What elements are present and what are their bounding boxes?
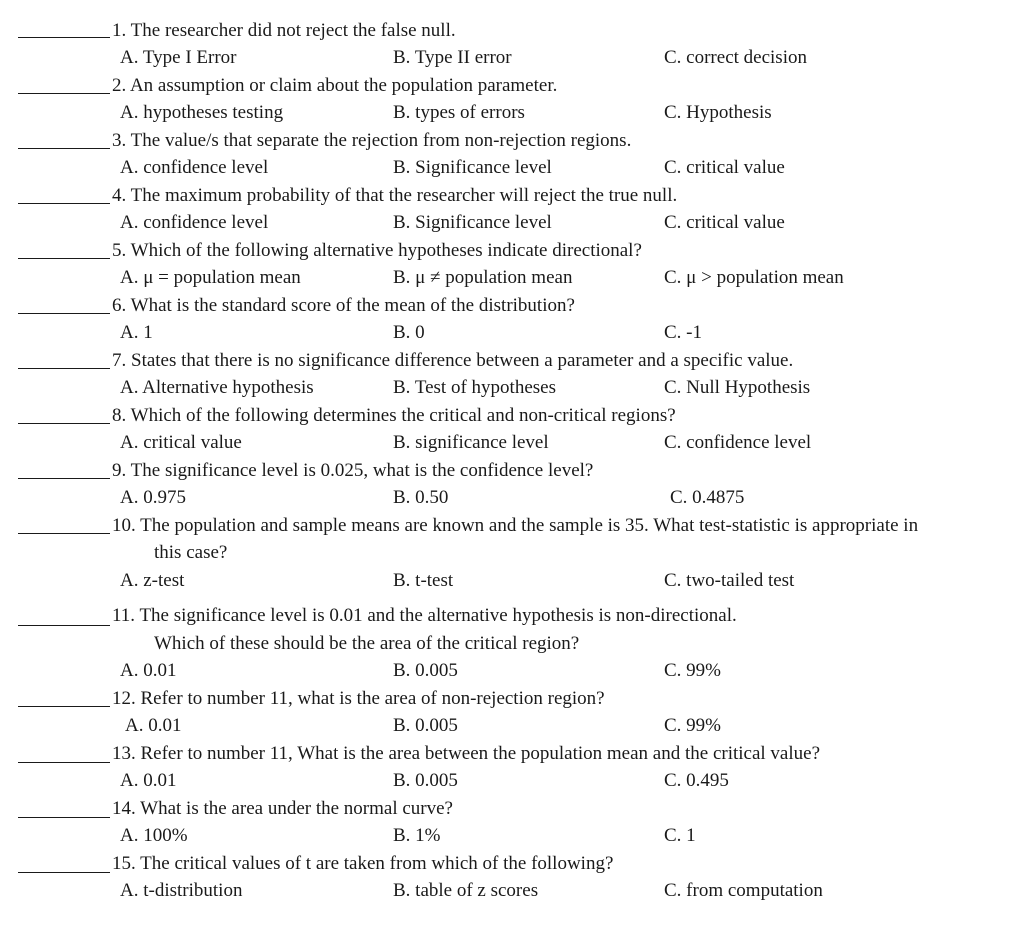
question-stem: 4. The maximum probability of that the researcher will reject the true null.	[112, 185, 678, 206]
option-b: B. 0.50	[393, 487, 449, 508]
option-c: C. 99%	[664, 660, 721, 681]
answer-blank[interactable]	[18, 258, 110, 259]
option-b: B. 0	[393, 322, 425, 343]
option-c: C. from computation	[664, 880, 823, 901]
question-stem: 12. Refer to number 11, what is the area of non-rejection region?	[112, 688, 605, 709]
answer-blank[interactable]	[18, 625, 110, 626]
answer-blank[interactable]	[18, 313, 110, 314]
option-a: A. confidence level	[120, 212, 269, 233]
option-a: A. 1	[120, 322, 153, 343]
answer-blank[interactable]	[18, 368, 110, 369]
option-b: B. Significance level	[393, 157, 552, 178]
answer-blank[interactable]	[18, 93, 110, 94]
option-c: C. 0.4875	[670, 487, 745, 508]
option-a: A. critical value	[120, 432, 242, 453]
question-stem: 14. What is the area under the normal curve?	[112, 798, 453, 819]
option-a: A. 0.01	[120, 770, 177, 791]
option-a: A. hypotheses testing	[120, 102, 284, 123]
option-a: A. confidence level	[120, 157, 269, 178]
option-a: A. 100%	[120, 825, 188, 846]
answer-blank[interactable]	[18, 203, 110, 204]
question-stem: 8. Which of the following determines the critical and non-critical regions?	[112, 405, 676, 426]
option-b: B. types of errors	[393, 102, 525, 123]
option-c: C. two-tailed test	[664, 570, 795, 591]
question-stem-continued: this case?	[154, 542, 228, 563]
option-c: C. -1	[664, 322, 702, 343]
option-a: A. Alternative hypothesis	[120, 377, 314, 398]
answer-blank[interactable]	[18, 762, 110, 763]
question-stem-continued: Which of these should be the area of the critical region?	[154, 633, 580, 654]
question-stem: 10. The population and sample means are known and the sample is 35. What test-statistic is appropriate in	[112, 515, 919, 536]
question-stem: 5. Which of the following alternative hypotheses indicate directional?	[112, 240, 642, 261]
question-stem: 2. An assumption or claim about the population parameter.	[112, 75, 558, 96]
option-a: A. 0.975	[120, 487, 186, 508]
option-c: C. Hypothesis	[664, 102, 772, 123]
option-c: C. correct decision	[664, 47, 807, 68]
question-stem: 13. Refer to number 11, What is the area between the population mean and the critical value?	[112, 743, 821, 764]
option-c: C. 99%	[664, 715, 721, 736]
option-c: C. μ > population mean	[664, 267, 844, 288]
option-a: A. 0.01	[120, 660, 177, 681]
option-b: B. μ ≠ population mean	[393, 267, 573, 288]
question-stem: 11. The significance level is 0.01 and the alternative hypothesis is non-directional.	[112, 605, 737, 626]
option-b: B. Test of hypotheses	[393, 377, 556, 398]
option-b: B. 0.005	[393, 770, 458, 791]
answer-blank[interactable]	[18, 706, 110, 707]
answer-blank[interactable]	[18, 148, 110, 149]
option-b: B. t-test	[393, 570, 454, 591]
option-c: C. critical value	[664, 157, 785, 178]
question-stem: 6. What is the standard score of the mean of the distribution?	[112, 295, 575, 316]
question-stem: 7. States that there is no significance difference between a parameter and a specific value.	[112, 350, 794, 371]
question-stem: 15. The critical values of t are taken from which of the following?	[112, 853, 614, 874]
option-c: C. confidence level	[664, 432, 812, 453]
answer-blank[interactable]	[18, 37, 110, 38]
question-stem: 9. The significance level is 0.025, what is the confidence level?	[112, 460, 594, 481]
option-b: B. significance level	[393, 432, 549, 453]
option-b: B. table of z scores	[393, 880, 539, 901]
answer-blank[interactable]	[18, 423, 110, 424]
option-c: C. 1	[664, 825, 696, 846]
option-c: C. Null Hypothesis	[664, 377, 811, 398]
question-stem: 1. The researcher did not reject the false null.	[112, 20, 456, 41]
question-stem: 3. The value/s that separate the rejection from non-rejection regions.	[112, 130, 632, 151]
option-b: B. 0.005	[393, 660, 458, 681]
option-b: B. 1%	[393, 825, 441, 846]
option-a: A. Type I Error	[120, 47, 237, 68]
option-a: A. 0.01	[125, 715, 182, 736]
answer-blank[interactable]	[18, 533, 110, 534]
option-c: C. 0.495	[664, 770, 729, 791]
option-a: A. t-distribution	[120, 880, 243, 901]
option-b: B. Type II error	[393, 47, 512, 68]
option-b: B. Significance level	[393, 212, 552, 233]
option-b: B. 0.005	[393, 715, 458, 736]
option-c: C. critical value	[664, 212, 785, 233]
option-a: A. μ = population mean	[120, 267, 301, 288]
answer-blank[interactable]	[18, 872, 110, 873]
answer-blank[interactable]	[18, 478, 110, 479]
option-a: A. z-test	[120, 570, 185, 591]
answer-blank[interactable]	[18, 817, 110, 818]
